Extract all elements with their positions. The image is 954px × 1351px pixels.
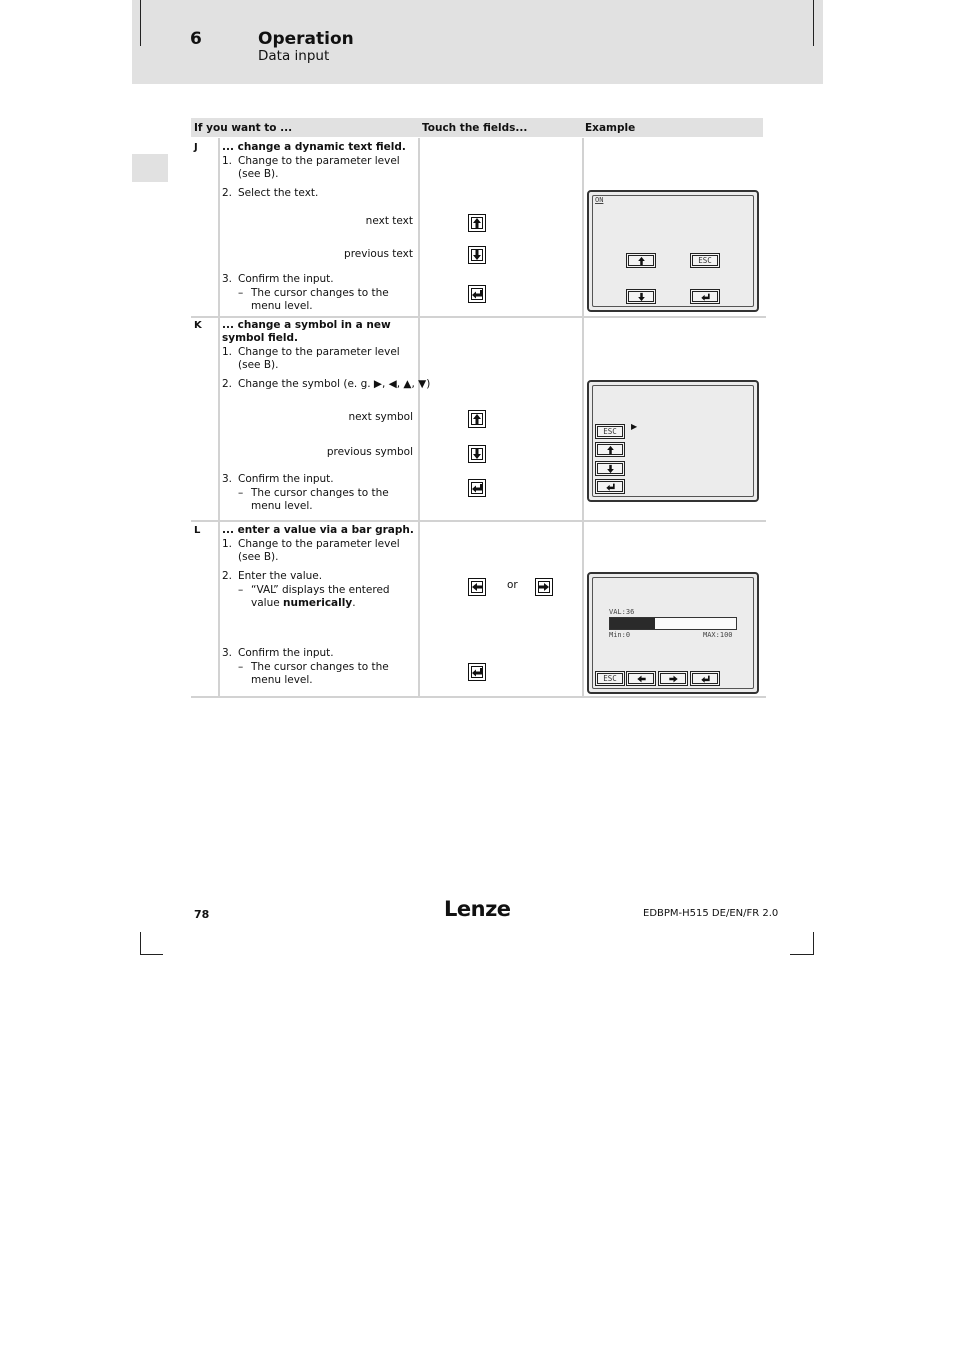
step-number: 1. — [222, 155, 233, 167]
up-key — [468, 214, 486, 232]
enter-icon — [471, 482, 483, 494]
row-letter: K — [194, 320, 202, 331]
step-number: 1. — [222, 346, 233, 358]
action-label-next: next symbol — [348, 411, 413, 423]
step-number: 3. — [222, 273, 233, 285]
down-key — [468, 445, 486, 463]
screen-down-key — [626, 289, 656, 304]
up-key — [468, 410, 486, 428]
row-letter: L — [194, 525, 201, 536]
screen-enter-key — [690, 671, 720, 686]
column-divider — [582, 138, 584, 698]
row-title: ... change a symbol in a new symbol field. — [222, 319, 391, 344]
screen-esc-key: ESC — [690, 253, 720, 268]
step-text: Confirm the input. — [238, 273, 334, 285]
row-letter: J — [194, 142, 198, 153]
screen-up-key — [626, 253, 656, 268]
screen-min-label: Min:0 — [609, 631, 631, 639]
step-number: 1. — [222, 538, 233, 550]
enter-key — [468, 663, 486, 681]
crop-mark — [813, 932, 814, 954]
step-text: Change to the parameter level (see B). — [238, 538, 400, 563]
bar-graph — [609, 617, 737, 630]
enter-icon — [605, 482, 616, 492]
step-text: Confirm the input. — [238, 647, 334, 659]
arrow-up-icon — [605, 445, 616, 455]
column-header-touch: Touch the fields... — [422, 122, 528, 134]
note-dash: – — [238, 487, 244, 499]
left-key — [468, 578, 486, 596]
arrow-right-icon — [668, 674, 679, 684]
screen-symbol-field: ▶ — [631, 422, 638, 431]
arrow-up-icon — [471, 217, 483, 229]
arrow-up-icon — [471, 413, 483, 425]
action-label-previous: previous symbol — [326, 446, 413, 458]
note-dash: – — [238, 584, 244, 596]
step-number: 3. — [222, 647, 233, 659]
note-dash: – — [238, 661, 244, 673]
step-number: 3. — [222, 473, 233, 485]
column-header-want: If you want to ... — [194, 122, 293, 134]
column-divider — [218, 138, 220, 698]
section-title: Data input — [258, 48, 330, 64]
note-text: The cursor changes to the menu level. — [251, 661, 389, 686]
action-label-previous: previous text — [344, 248, 413, 260]
page-number: 78 — [194, 908, 210, 921]
chapter-title: Operation — [258, 29, 354, 49]
screen-left-key — [626, 671, 656, 686]
enter-key — [468, 285, 486, 303]
note-text: The cursor changes to the menu level. — [251, 487, 389, 512]
crop-mark — [813, 0, 814, 46]
step-text: Change to the parameter level (see B). — [238, 346, 400, 371]
crop-mark — [140, 0, 141, 46]
bar-graph-fill — [610, 618, 655, 629]
step-text: Change to the parameter level (see B). — [238, 155, 400, 180]
arrow-left-icon — [636, 674, 647, 684]
step-text: Change the symbol (e. g. ▶, ◀, ▲, ▼) — [238, 378, 431, 390]
row-divider — [191, 316, 766, 318]
note-text — [251, 584, 416, 610]
screen-val-label: VAL:36 — [609, 608, 635, 616]
example-screen — [587, 572, 759, 694]
example-screen — [587, 380, 759, 502]
enter-icon — [471, 666, 483, 678]
arrow-down-icon — [636, 292, 647, 302]
arrow-down-icon — [605, 464, 616, 474]
row-title: ... change a dynamic text field. — [222, 141, 406, 153]
chapter-number: 6 — [190, 29, 202, 49]
down-key — [468, 246, 486, 264]
enter-icon — [471, 288, 483, 300]
enter-icon — [700, 674, 711, 684]
column-divider — [418, 138, 420, 698]
step-number: 2. — [222, 570, 233, 582]
action-label-next: next text — [365, 215, 413, 227]
crop-mark — [140, 932, 141, 954]
row-title: ... enter a value via a bar graph. — [222, 524, 414, 536]
enter-key — [468, 479, 486, 497]
arrow-left-icon — [471, 581, 483, 593]
or-label: or — [507, 579, 518, 591]
step-number: 2. — [222, 378, 233, 390]
crop-mark — [140, 954, 163, 955]
header-band — [132, 0, 823, 84]
column-header-example: Example — [585, 122, 636, 134]
screen-right-key — [658, 671, 688, 686]
arrow-down-icon — [471, 249, 483, 261]
arrow-up-icon — [636, 256, 647, 266]
chapter-side-tab — [132, 154, 168, 182]
example-screen — [587, 190, 759, 312]
step-text: Select the text. — [238, 187, 319, 199]
note-emphasis: numerically — [283, 597, 353, 609]
screen-esc-key: ESC — [595, 424, 625, 439]
row-divider — [191, 520, 766, 522]
note-text-end: . — [352, 597, 356, 609]
right-key — [535, 578, 553, 596]
step-number: 2. — [222, 187, 233, 199]
screen-down-key — [595, 461, 625, 476]
step-text: Enter the value. — [238, 570, 323, 582]
arrow-down-icon — [471, 448, 483, 460]
document-id: EDBPM-H515 DE/EN/FR 2.0 — [643, 908, 779, 919]
screen-max-label: MAX:100 — [703, 631, 733, 639]
screen-text-field: ON — [595, 196, 604, 204]
crop-mark — [790, 954, 814, 955]
note-text-part: “VAL” displays the entered value — [251, 584, 390, 609]
row-divider — [191, 696, 766, 698]
brand-logo: Lenze — [444, 897, 511, 921]
arrow-right-icon — [538, 581, 550, 593]
note-text: The cursor changes to the menu level. — [251, 287, 389, 312]
screen-esc-key: ESC — [595, 671, 625, 686]
screen-enter-key — [595, 479, 625, 494]
screen-enter-key — [690, 289, 720, 304]
note-dash: – — [238, 287, 244, 299]
enter-icon — [700, 292, 711, 302]
step-text: Confirm the input. — [238, 473, 334, 485]
screen-up-key — [595, 442, 625, 457]
